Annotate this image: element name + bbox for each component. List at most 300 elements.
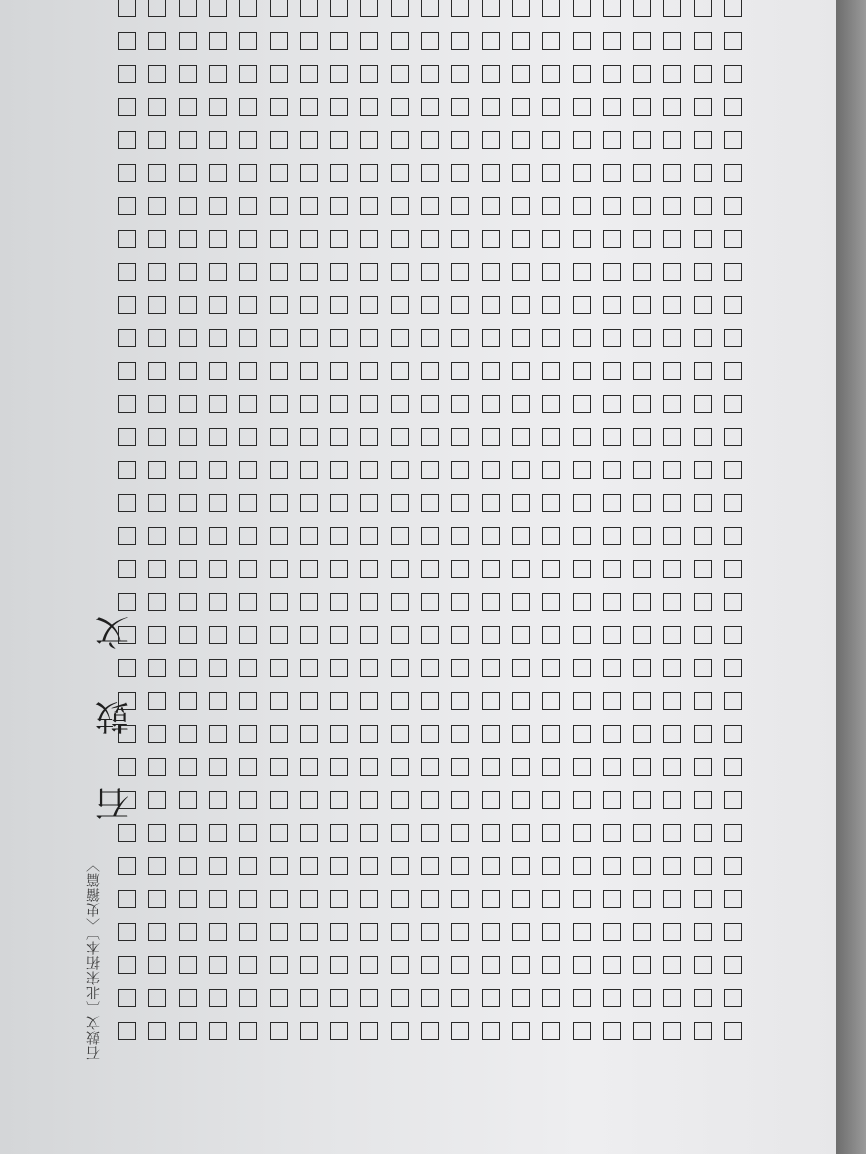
text-char bbox=[354, 751, 384, 784]
missing-char-box bbox=[573, 561, 591, 579]
missing-char-box bbox=[239, 66, 257, 84]
text-char bbox=[324, 0, 354, 25]
missing-char-box bbox=[330, 825, 348, 843]
text-char bbox=[627, 124, 657, 157]
missing-char-box bbox=[270, 891, 288, 909]
text-char bbox=[385, 784, 415, 817]
missing-char-box bbox=[118, 594, 136, 612]
missing-char-box bbox=[663, 891, 681, 909]
text-char bbox=[385, 883, 415, 916]
missing-char-box bbox=[118, 495, 136, 513]
missing-char-box bbox=[694, 726, 712, 744]
text-char bbox=[173, 289, 203, 322]
text-char bbox=[718, 685, 748, 718]
missing-char-box bbox=[300, 99, 318, 117]
missing-char-box bbox=[451, 825, 469, 843]
missing-char-box bbox=[633, 792, 651, 810]
text-char bbox=[657, 487, 687, 520]
missing-char-box bbox=[512, 165, 530, 183]
missing-char-box bbox=[270, 264, 288, 282]
text-char bbox=[597, 0, 627, 25]
missing-char-box bbox=[724, 1023, 742, 1041]
missing-char-box bbox=[451, 264, 469, 282]
missing-char-box bbox=[573, 429, 591, 447]
missing-char-box bbox=[482, 33, 500, 51]
text-char bbox=[597, 850, 627, 883]
text-char bbox=[627, 58, 657, 91]
missing-char-box bbox=[148, 726, 166, 744]
missing-char-box bbox=[573, 396, 591, 414]
text-char bbox=[506, 58, 536, 91]
text-char bbox=[718, 223, 748, 256]
text-char bbox=[233, 421, 263, 454]
missing-char-box bbox=[330, 429, 348, 447]
missing-char-box bbox=[724, 396, 742, 414]
text-char bbox=[597, 982, 627, 1015]
missing-char-box bbox=[633, 891, 651, 909]
text-char bbox=[688, 124, 718, 157]
missing-char-box bbox=[482, 792, 500, 810]
missing-char-box bbox=[694, 825, 712, 843]
missing-char-box bbox=[421, 264, 439, 282]
text-char bbox=[324, 322, 354, 355]
text-char bbox=[718, 157, 748, 190]
missing-char-box bbox=[542, 231, 560, 249]
text-char bbox=[597, 256, 627, 289]
missing-char-box bbox=[239, 0, 257, 18]
missing-char-box bbox=[391, 561, 409, 579]
text-char bbox=[536, 58, 566, 91]
text-char bbox=[718, 652, 748, 685]
missing-char-box bbox=[512, 990, 530, 1008]
missing-char-box bbox=[239, 330, 257, 348]
missing-char-box bbox=[179, 957, 197, 975]
missing-char-box bbox=[360, 858, 378, 876]
text-char bbox=[294, 619, 324, 652]
text-char bbox=[536, 652, 566, 685]
text-char bbox=[567, 619, 597, 652]
text-char bbox=[718, 355, 748, 388]
missing-char-box bbox=[451, 957, 469, 975]
missing-char-box bbox=[451, 990, 469, 1008]
missing-char-box bbox=[694, 759, 712, 777]
missing-char-box bbox=[482, 462, 500, 480]
text-char bbox=[476, 949, 506, 982]
missing-char-box bbox=[118, 132, 136, 150]
text-char bbox=[264, 124, 294, 157]
missing-char-box bbox=[330, 99, 348, 117]
text-char bbox=[567, 421, 597, 454]
missing-char-box bbox=[451, 528, 469, 546]
text-char bbox=[597, 751, 627, 784]
text-char bbox=[567, 124, 597, 157]
text-char bbox=[657, 586, 687, 619]
text-char bbox=[536, 157, 566, 190]
missing-char-box bbox=[451, 792, 469, 810]
missing-char-box bbox=[360, 99, 378, 117]
text-char bbox=[173, 223, 203, 256]
text-char bbox=[657, 0, 687, 25]
missing-char-box bbox=[330, 726, 348, 744]
missing-char-box bbox=[482, 561, 500, 579]
text-char bbox=[657, 718, 687, 751]
missing-char-box bbox=[391, 198, 409, 216]
text-char bbox=[112, 388, 142, 421]
missing-char-box bbox=[179, 858, 197, 876]
missing-char-box bbox=[451, 561, 469, 579]
text-char bbox=[415, 883, 445, 916]
title-char: 文 bbox=[95, 611, 129, 651]
missing-char-box bbox=[118, 1023, 136, 1041]
missing-char-box bbox=[270, 165, 288, 183]
missing-char-box bbox=[542, 33, 560, 51]
text-char bbox=[203, 454, 233, 487]
missing-char-box bbox=[421, 660, 439, 678]
text-char bbox=[476, 421, 506, 454]
text-char bbox=[112, 1015, 142, 1048]
missing-char-box bbox=[360, 330, 378, 348]
text-char bbox=[718, 817, 748, 850]
text-char bbox=[142, 322, 172, 355]
text-char bbox=[233, 157, 263, 190]
text-char bbox=[506, 421, 536, 454]
missing-char-box bbox=[482, 330, 500, 348]
missing-char-box bbox=[573, 825, 591, 843]
missing-char-box bbox=[209, 792, 227, 810]
text-char bbox=[264, 652, 294, 685]
missing-char-box bbox=[270, 726, 288, 744]
text-char bbox=[142, 256, 172, 289]
missing-char-box bbox=[330, 264, 348, 282]
text-char bbox=[415, 223, 445, 256]
missing-char-box bbox=[300, 0, 318, 18]
missing-char-box bbox=[239, 792, 257, 810]
missing-char-box bbox=[391, 924, 409, 942]
missing-char-box bbox=[421, 990, 439, 1008]
missing-char-box bbox=[694, 198, 712, 216]
missing-char-box bbox=[270, 462, 288, 480]
text-char bbox=[294, 553, 324, 586]
text-char bbox=[476, 289, 506, 322]
missing-char-box bbox=[694, 66, 712, 84]
missing-char-box bbox=[270, 627, 288, 645]
text-char bbox=[627, 751, 657, 784]
text-char bbox=[233, 685, 263, 718]
missing-char-box bbox=[360, 1023, 378, 1041]
text-char bbox=[142, 652, 172, 685]
text-char bbox=[627, 553, 657, 586]
text-char bbox=[718, 982, 748, 1015]
text-char bbox=[142, 190, 172, 223]
text-char bbox=[233, 124, 263, 157]
missing-char-box bbox=[391, 726, 409, 744]
text-char bbox=[203, 586, 233, 619]
missing-char-box bbox=[482, 693, 500, 711]
text-char bbox=[445, 718, 475, 751]
missing-char-box bbox=[724, 0, 742, 18]
missing-char-box bbox=[694, 165, 712, 183]
missing-char-box bbox=[300, 561, 318, 579]
missing-char-box bbox=[421, 924, 439, 942]
text-char bbox=[718, 916, 748, 949]
missing-char-box bbox=[118, 66, 136, 84]
missing-char-box bbox=[542, 957, 560, 975]
missing-char-box bbox=[633, 726, 651, 744]
text-char bbox=[173, 916, 203, 949]
missing-char-box bbox=[451, 726, 469, 744]
text-char bbox=[112, 982, 142, 1015]
text-char bbox=[173, 718, 203, 751]
text-char bbox=[718, 553, 748, 586]
missing-char-box bbox=[270, 660, 288, 678]
text-char bbox=[203, 553, 233, 586]
missing-char-box bbox=[451, 429, 469, 447]
missing-char-box bbox=[724, 990, 742, 1008]
text-char bbox=[233, 355, 263, 388]
text-char bbox=[536, 817, 566, 850]
text-char bbox=[476, 982, 506, 1015]
text-char bbox=[173, 454, 203, 487]
text-char bbox=[142, 586, 172, 619]
text-char bbox=[385, 157, 415, 190]
text-char bbox=[445, 916, 475, 949]
text-char bbox=[385, 850, 415, 883]
text-char bbox=[354, 322, 384, 355]
missing-char-box bbox=[391, 0, 409, 18]
text-char bbox=[445, 850, 475, 883]
missing-char-box bbox=[179, 165, 197, 183]
text-char bbox=[506, 0, 536, 25]
text-char bbox=[173, 355, 203, 388]
text-char bbox=[173, 124, 203, 157]
text-char bbox=[264, 883, 294, 916]
text-char bbox=[142, 883, 172, 916]
text-char bbox=[264, 322, 294, 355]
text-char bbox=[264, 586, 294, 619]
missing-char-box bbox=[724, 66, 742, 84]
text-char bbox=[385, 487, 415, 520]
missing-char-box bbox=[663, 297, 681, 315]
text-char bbox=[203, 520, 233, 553]
text-char bbox=[264, 751, 294, 784]
text-char bbox=[385, 223, 415, 256]
text-char bbox=[718, 784, 748, 817]
missing-char-box bbox=[239, 957, 257, 975]
text-char bbox=[415, 157, 445, 190]
text-char bbox=[476, 124, 506, 157]
text-char bbox=[415, 652, 445, 685]
text-char bbox=[324, 982, 354, 1015]
text-char bbox=[567, 223, 597, 256]
text-char bbox=[688, 355, 718, 388]
text-char bbox=[354, 718, 384, 751]
missing-char-box bbox=[118, 99, 136, 117]
missing-char-box bbox=[209, 33, 227, 51]
text-char bbox=[627, 850, 657, 883]
missing-char-box bbox=[360, 462, 378, 480]
missing-char-box bbox=[482, 165, 500, 183]
missing-char-box bbox=[421, 726, 439, 744]
text-char bbox=[688, 421, 718, 454]
missing-char-box bbox=[603, 825, 621, 843]
text-char bbox=[476, 355, 506, 388]
text-char bbox=[415, 949, 445, 982]
text-char bbox=[203, 322, 233, 355]
missing-char-box bbox=[724, 924, 742, 942]
missing-char-box bbox=[239, 528, 257, 546]
text-char bbox=[112, 58, 142, 91]
missing-char-box bbox=[300, 198, 318, 216]
missing-char-box bbox=[694, 924, 712, 942]
text-char bbox=[385, 817, 415, 850]
missing-char-box bbox=[542, 198, 560, 216]
missing-char-box bbox=[391, 528, 409, 546]
missing-char-box bbox=[330, 495, 348, 513]
text-char bbox=[506, 91, 536, 124]
text-char bbox=[506, 520, 536, 553]
text-char bbox=[203, 58, 233, 91]
text-char bbox=[688, 487, 718, 520]
missing-char-box bbox=[542, 264, 560, 282]
missing-char-box bbox=[421, 792, 439, 810]
text-char bbox=[264, 454, 294, 487]
missing-char-box bbox=[451, 627, 469, 645]
text-char bbox=[627, 487, 657, 520]
text-char bbox=[324, 25, 354, 58]
text-char bbox=[445, 685, 475, 718]
missing-char-box bbox=[209, 198, 227, 216]
missing-char-box bbox=[179, 825, 197, 843]
text-char bbox=[415, 817, 445, 850]
text-char bbox=[324, 850, 354, 883]
text-char bbox=[567, 916, 597, 949]
missing-char-box bbox=[694, 99, 712, 117]
missing-char-box bbox=[300, 957, 318, 975]
missing-char-box bbox=[724, 759, 742, 777]
missing-char-box bbox=[512, 858, 530, 876]
text-char bbox=[354, 586, 384, 619]
missing-char-box bbox=[118, 297, 136, 315]
missing-char-box bbox=[573, 891, 591, 909]
missing-char-box bbox=[300, 297, 318, 315]
text-char bbox=[627, 685, 657, 718]
missing-char-box bbox=[633, 495, 651, 513]
text-char bbox=[506, 553, 536, 586]
missing-char-box bbox=[209, 429, 227, 447]
missing-char-box bbox=[360, 627, 378, 645]
text-char bbox=[536, 553, 566, 586]
text-char bbox=[415, 388, 445, 421]
text-char bbox=[142, 1015, 172, 1048]
text-char bbox=[233, 586, 263, 619]
missing-char-box bbox=[663, 0, 681, 18]
text-char bbox=[415, 25, 445, 58]
missing-char-box bbox=[724, 132, 742, 150]
text-char bbox=[536, 685, 566, 718]
text-char bbox=[415, 520, 445, 553]
missing-char-box bbox=[148, 693, 166, 711]
text-char bbox=[173, 949, 203, 982]
text-char bbox=[597, 124, 627, 157]
text-char bbox=[112, 454, 142, 487]
missing-char-box bbox=[179, 660, 197, 678]
missing-char-box bbox=[148, 1023, 166, 1041]
missing-char-box bbox=[421, 132, 439, 150]
missing-char-box bbox=[300, 132, 318, 150]
text-char bbox=[385, 388, 415, 421]
text-char bbox=[203, 256, 233, 289]
missing-char-box bbox=[663, 429, 681, 447]
missing-char-box bbox=[239, 231, 257, 249]
text-column bbox=[476, 0, 506, 1146]
text-char bbox=[718, 256, 748, 289]
text-column bbox=[203, 0, 233, 1146]
text-char bbox=[385, 256, 415, 289]
missing-char-box bbox=[148, 594, 166, 612]
text-char bbox=[142, 553, 172, 586]
missing-char-box bbox=[451, 495, 469, 513]
text-char bbox=[597, 1015, 627, 1048]
text-char bbox=[324, 190, 354, 223]
text-char bbox=[567, 553, 597, 586]
missing-char-box bbox=[179, 264, 197, 282]
missing-char-box bbox=[633, 330, 651, 348]
missing-char-box bbox=[724, 693, 742, 711]
text-char bbox=[536, 883, 566, 916]
missing-char-box bbox=[391, 693, 409, 711]
text-char bbox=[415, 421, 445, 454]
text-char bbox=[112, 25, 142, 58]
text-char bbox=[294, 256, 324, 289]
text-column bbox=[657, 0, 687, 1146]
text-char bbox=[385, 520, 415, 553]
text-char bbox=[324, 949, 354, 982]
text-char bbox=[233, 553, 263, 586]
missing-char-box bbox=[421, 396, 439, 414]
missing-char-box bbox=[300, 528, 318, 546]
text-char bbox=[476, 1015, 506, 1048]
text-char bbox=[173, 652, 203, 685]
missing-char-box bbox=[542, 891, 560, 909]
missing-char-box bbox=[603, 924, 621, 942]
text-char bbox=[445, 58, 475, 91]
text-char bbox=[233, 454, 263, 487]
text-char bbox=[415, 784, 445, 817]
missing-char-box bbox=[391, 66, 409, 84]
text-char bbox=[718, 751, 748, 784]
missing-char-box bbox=[542, 858, 560, 876]
text-char bbox=[173, 619, 203, 652]
missing-char-box bbox=[512, 957, 530, 975]
text-char bbox=[142, 916, 172, 949]
text-char bbox=[476, 916, 506, 949]
missing-char-box bbox=[663, 627, 681, 645]
missing-char-box bbox=[360, 528, 378, 546]
missing-char-box bbox=[512, 396, 530, 414]
text-char bbox=[688, 850, 718, 883]
missing-char-box bbox=[512, 924, 530, 942]
text-char bbox=[506, 1015, 536, 1048]
text-char bbox=[142, 157, 172, 190]
missing-char-box bbox=[360, 594, 378, 612]
text-char bbox=[567, 487, 597, 520]
text-char bbox=[627, 817, 657, 850]
text-char bbox=[688, 784, 718, 817]
text-char bbox=[506, 751, 536, 784]
missing-char-box bbox=[512, 759, 530, 777]
text-char bbox=[718, 25, 748, 58]
missing-char-box bbox=[179, 924, 197, 942]
